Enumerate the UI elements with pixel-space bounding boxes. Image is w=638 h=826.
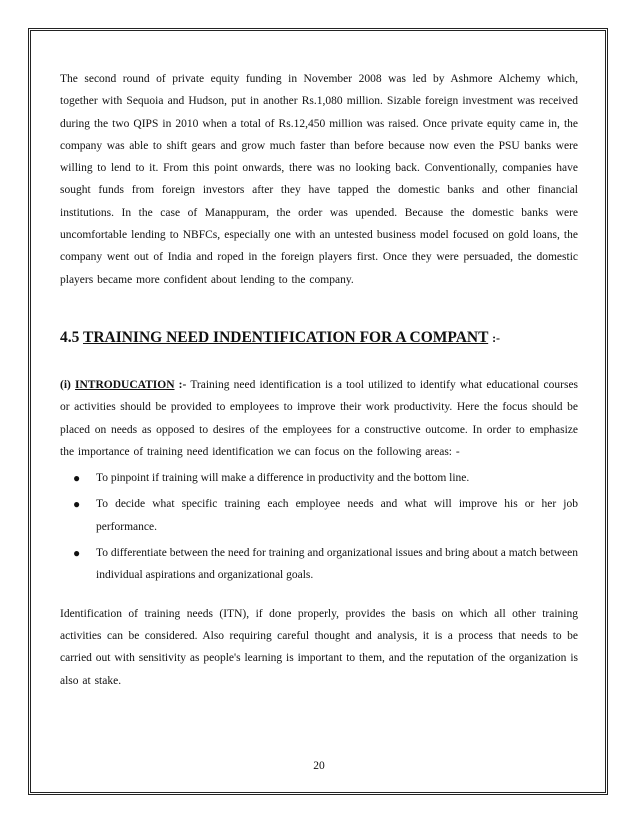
bullet-icon: ● [73,471,81,486]
list-item [60,467,578,489]
list-item [60,542,578,587]
bullet-icon: ● [73,497,81,512]
page-content [60,68,578,692]
section-suffix: :- [492,330,501,345]
paragraph-itn: Identification of training needs (ITN), if done properly, provides the basis on which all other training activities can be considered. Also requiring careful thought and analysis, it is a process that needs to be carried out with sensitivity as people's learning is important to them, and the reputation of the organization is also at stake. [60,607,578,687]
page-number: 20 [313,760,325,772]
list-item-text: To differentiate between the need for training and organizational issues and bring about a match between individual aspirations and organizational goals. [96,547,578,582]
subsection-label: (i) [60,378,71,391]
subsection-title: INTRODUCATION [75,378,175,391]
bullet-icon: ● [73,546,81,561]
paragraph-funding: The second round of private equity funding in November 2008 was led by Ashmore Alchemy which, together with Sequoia and Hudson, put in another Rs.1,080 million. Sizable foreign investment was received during the two QIPS in 2010 when a total of Rs.12,450 million was raised. Once private equity came in, the company was able to shift gears and grow much faster than before because now even the PSU banks were willing to lend to it. From this point onwards, there was no looking back. Conventionally, companies have sought funds from foreign investors after they have tapped the domestic banks and other financial institutions. In the case of Manappuram, the order was upended. Because the domestic banks were uncomfortable lending to NBFCs, especially one with an untested business model focused on gold loans, the company went out of India and roped in the foreign players first. Once they were persuaded, the domestic players became more confident about lending to the company. [60,73,578,286]
subsection-text: Training need identification is a tool utilized to identify what educational courses or activities should be provided to employees to improve their work productivity. Here the focus should be placed on needs as opposed to desires of the employees for a constructive outcome. In order to emphasize the importance of training need identification we can focus on the following areas: - [60,378,579,458]
subsection-intro [60,374,578,463]
list-item-text: To decide what specific training each employee needs and what will improve his or her job performance. [96,498,578,533]
section-number: 4.5 [60,328,80,346]
section-title: TRAINING NEED INDENTIFICATION FOR A COMPANT [82,328,489,346]
list-item [60,493,578,538]
subsection-lead [60,379,186,391]
section-heading [60,328,578,348]
bullet-list [60,467,578,586]
list-item-text: To pinpoint if training will make a difference in productivity and the bottom line. [96,472,470,485]
subsection-suffix: :- [178,378,187,391]
